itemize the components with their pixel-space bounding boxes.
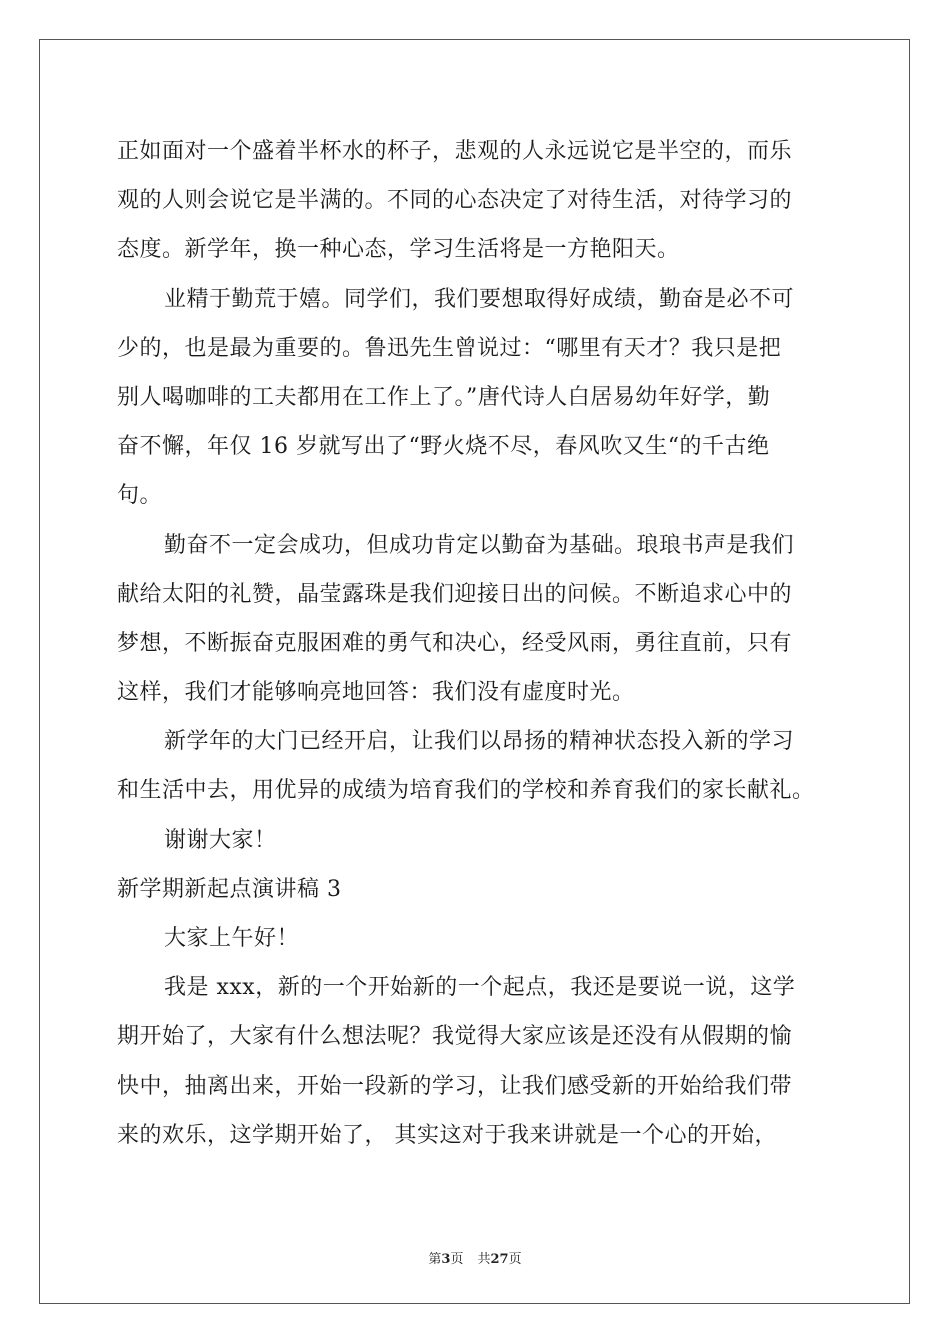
text-line: 快中，抽离出来，开始一段新的学习，让我们感受新的开始给我们带 — [117, 1073, 793, 1099]
text-line: 献给太阳的礼赞，晶莹露珠是我们迎接日出的问候。不断追求心中的 — [117, 581, 793, 607]
text-line: 期开始了，大家有什么想法呢？我觉得大家应该是还没有从假期的愉 — [117, 1024, 793, 1050]
paragraph-start-line: 勤奋不一定会成功，但成功肯定以勤奋为基础。琅琅书声是我们 — [164, 532, 795, 558]
text-line: 梦想，不断振奋克服困难的勇气和决心，经受风雨，勇往直前，只有 — [117, 630, 793, 656]
text-line: 正如面对一个盛着半杯水的杯子，悲观的人永远说它是半空的，而乐 — [117, 139, 793, 164]
text-line: 态度。新学年，换一种心态，学习生活将是一方艳阳天。 — [117, 237, 680, 263]
text-line: 观的人则会说它是半满的。不同的心态决定了对待生活，对待学习的 — [117, 188, 793, 214]
text-line: 少的，也是最为重要的。鲁迅先生曾说过：“哪里有天才？我只是把 — [117, 335, 782, 361]
total-suffix: 页 — [508, 1252, 522, 1267]
paragraph-start-line: 业精于勤荒于嬉。同学们，我们要想取得好成绩，勤奋是必不可 — [164, 286, 795, 312]
text-line: 这样，我们才能够响亮地回答：我们没有虚度时光。 — [117, 680, 635, 706]
page-suffix: 页 — [450, 1252, 464, 1267]
section-heading: 新学期新起点演讲稿 3 — [117, 876, 342, 902]
document-body — [117, 127, 833, 1160]
paragraph-start-line: 我是 xxx，新的一个开始新的一个起点，我还是要说一说，这学 — [164, 975, 796, 1001]
text-line: 和生活中去，用优异的成绩为培育我们的学校和养育我们的家长献礼。 — [117, 778, 815, 804]
total-page-number: 27 — [490, 1252, 509, 1267]
text-line: 别人喝咖啡的工夫都用在工作上了。”唐代诗人白居易幼年好学，勤 — [117, 384, 771, 410]
page-prefix: 第 — [428, 1252, 442, 1267]
current-page-number: 3 — [441, 1252, 451, 1267]
page-footer — [0, 1248, 950, 1267]
closing-line: 谢谢大家！ — [164, 827, 277, 853]
total-prefix: 共 — [477, 1252, 491, 1267]
text-line: 句。 — [117, 483, 163, 509]
paragraph-start-line: 新学年的大门已经开启，让我们以昂扬的精神状态投入新的学习 — [164, 729, 795, 755]
greeting-line: 大家上午好！ — [164, 926, 300, 951]
text-line: 奋不懈，年仅 16 岁就写出了“野火烧不尽，春风吹又生“的千古绝 — [117, 434, 770, 460]
text-line: 来的欢乐，这学期开始了， 其实这对于我来讲就是一个心的开始， — [117, 1122, 777, 1148]
